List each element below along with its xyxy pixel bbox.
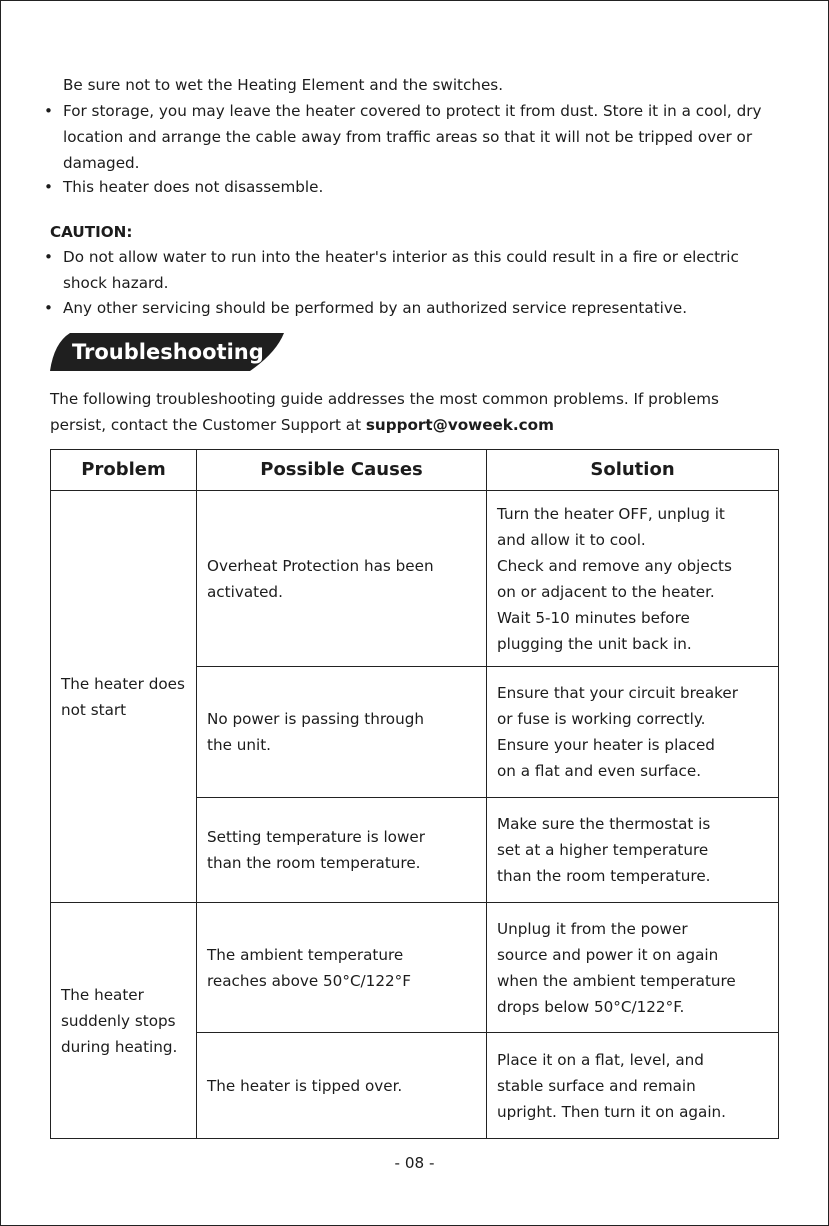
text-line: For storage, you may leave the heater covered to protect it from dust. Store it in a cool, dry xyxy=(63,102,762,120)
header-solution: Solution xyxy=(487,450,779,491)
bullet-dot: • xyxy=(44,102,53,120)
cause-cell: Overheat Protection has been activated. xyxy=(197,491,487,667)
text-line: shock hazard. xyxy=(63,274,169,292)
text-line: damaged. xyxy=(63,154,140,172)
text-line: The following troubleshooting guide addresses the most common problems. If problems xyxy=(50,390,719,408)
header-problem: Problem xyxy=(51,450,197,491)
table-row xyxy=(51,903,779,1033)
solution-cell: Make sure the thermostat is set at a higher temperature than the room temperature. xyxy=(487,798,779,903)
page-number: - 08 - xyxy=(394,1154,435,1172)
text-line: Any other servicing should be performed by an authorized service representative. xyxy=(63,299,688,317)
text-line: location and arrange the cable away from traffic areas so that it will not be tripped over or xyxy=(63,128,753,146)
problem-cell: The heater suddenly stops during heating. xyxy=(51,903,197,1139)
troubleshooting-table xyxy=(50,449,779,1139)
cause-cell: The ambient temperature reaches above 50°C/122°F xyxy=(197,903,487,1033)
support-email: support@voweek.com xyxy=(365,416,554,434)
guide-prefix: persist, contact the Customer Support at xyxy=(50,416,366,434)
text-line: Be sure not to wet the Heating Element and the switches. xyxy=(63,76,504,94)
solution-cell: Turn the heater OFF, unplug it and allow it to cool. Check and remove any objects on or adjacent to the heater. Wait 5-10 minutes before plugging the unit back in. xyxy=(487,491,779,667)
cause-cell: The heater is tipped over. xyxy=(197,1033,487,1139)
bullet-dot: • xyxy=(44,248,53,266)
text-line: Do not allow water to run into the heater's interior as this could result in a fire or electric xyxy=(63,248,739,266)
cause-cell: Setting temperature is lower than the room temperature. xyxy=(197,798,487,903)
cause-cell: No power is passing through the unit. xyxy=(197,667,487,798)
solution-cell: Unplug it from the power source and power it on again when the ambient temperature drops below 50°C/122°F. xyxy=(487,903,779,1033)
text-line xyxy=(50,412,554,438)
caution-heading: CAUTION: xyxy=(50,223,133,241)
solution-cell: Place it on a flat, level, and stable surface and remain upright. Then turn it on again. xyxy=(487,1033,779,1139)
table-header-row xyxy=(51,450,779,491)
problem-cell: The heater does not start xyxy=(51,491,197,903)
section-title: Troubleshooting xyxy=(72,340,264,364)
bullet-dot: • xyxy=(44,299,53,317)
header-causes: Possible Causes xyxy=(197,450,487,491)
text-line: This heater does not disassemble. xyxy=(63,178,324,196)
section-banner xyxy=(50,333,284,371)
solution-cell: Ensure that your circuit breaker or fuse is working correctly. Ensure your heater is placed on a flat and even surface. xyxy=(487,667,779,798)
table-row xyxy=(51,491,779,667)
bullet-dot: • xyxy=(44,178,53,196)
